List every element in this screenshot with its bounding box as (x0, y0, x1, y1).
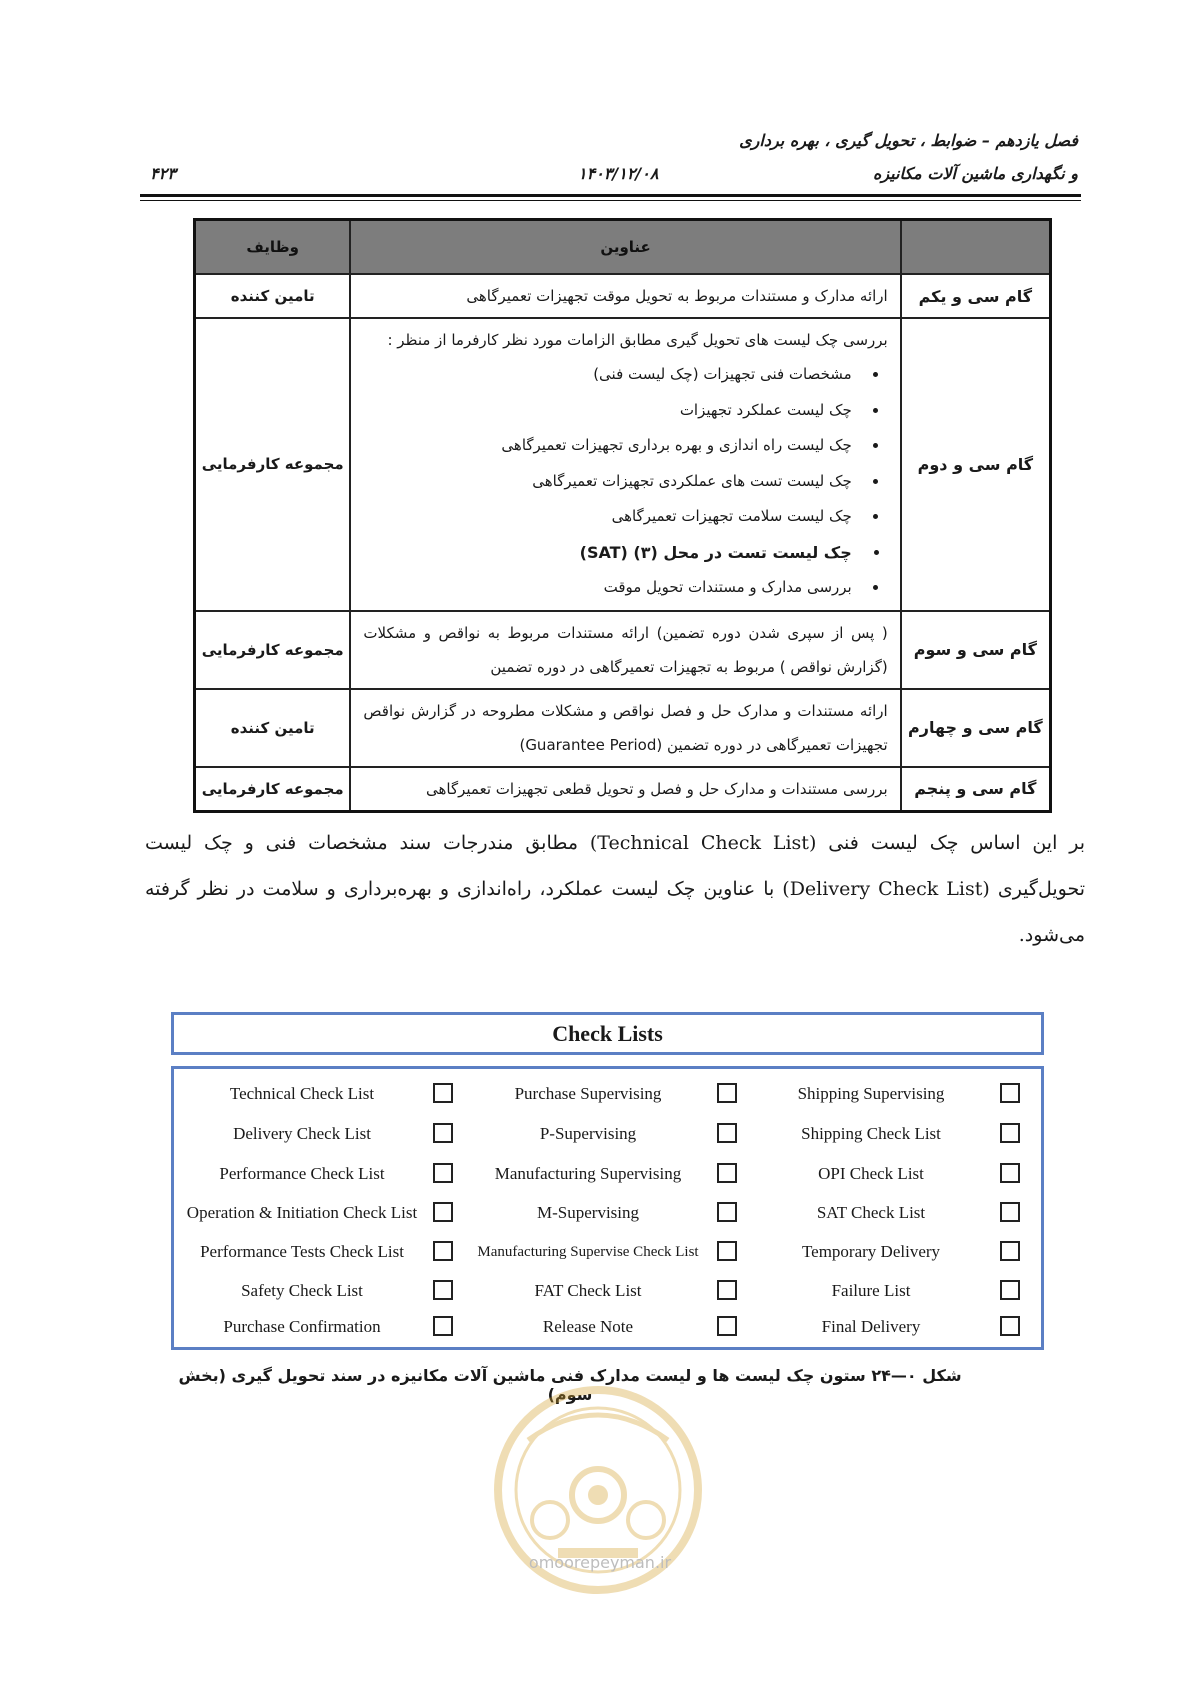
table-header-row (195, 220, 1051, 275)
step-desc: ارائه مستندات و مدارک حل و فصل نواقص و مشکلات مطروحه در گزارش نواقص تجهیزات تعمیرگاهی در دوره تضمین (Guarantee Period) (350, 689, 900, 767)
table-row (195, 274, 1051, 318)
checklist-row (174, 1310, 1041, 1344)
checklist-label: SAT Check List (816, 1203, 926, 1222)
step-role: تامین کننده (195, 689, 351, 767)
step-desc (350, 318, 900, 611)
checkbox[interactable] (1000, 1123, 1020, 1143)
list-item: • چک لیست تست های عملکردی تجهیزات تعمیرگاهی (363, 464, 861, 500)
chapter-subtitle: و نگهداری ماشین آلات مکانیزه (872, 164, 1078, 183)
checkbox[interactable] (717, 1083, 737, 1103)
step-name: گام سی و دوم (901, 318, 1051, 611)
checklist-label: Manufacturing Supervising (494, 1164, 682, 1183)
checklist-label: Safety Check List (241, 1281, 363, 1300)
checklist-label: Performance Check List (219, 1164, 385, 1183)
checkbox[interactable] (433, 1083, 453, 1103)
list-item: • چک لیست عملکرد تجهیزات (363, 393, 861, 429)
checklist-label: Purchase Confirmation (223, 1317, 381, 1336)
checklist-label: Purchase Supervising (514, 1084, 662, 1103)
table-row (195, 318, 1051, 611)
list-item: • چک لیست سلامت تجهیزات تعمیرگاهی (363, 499, 861, 535)
steps-table (193, 218, 1052, 813)
checklist-row (174, 1196, 1041, 1230)
checkbox[interactable] (1000, 1316, 1020, 1336)
chapter-title: فصل یازدهم – ضوابط ، تحویل گیری ، بهره برداری (739, 131, 1078, 150)
table-row (195, 689, 1051, 767)
checkbox[interactable] (717, 1202, 737, 1222)
step-name: گام سی و پنجم (901, 767, 1051, 812)
checklist-label: Manufacturing Supervise Check List (477, 1244, 699, 1260)
step-role: مجموعه کارفرمایی (195, 318, 351, 611)
checklist-row (174, 1077, 1041, 1111)
checkbox[interactable] (1000, 1241, 1020, 1261)
step-role: مجموعه کارفرمایی (195, 611, 351, 689)
checkbox[interactable] (433, 1123, 453, 1143)
checklist-label: Technical Check List (229, 1084, 375, 1103)
step-name: گام سی و چهارم (901, 689, 1051, 767)
checklist-label: Failure List (831, 1281, 911, 1300)
checkbox[interactable] (717, 1280, 737, 1300)
checkbox[interactable] (717, 1123, 737, 1143)
header-titles: عناوین (350, 220, 900, 275)
checklist-row (174, 1235, 1041, 1269)
list-item: • چک لیست تست در محل (۳) (SAT) (363, 535, 861, 571)
list-item: • بررسی مدارک و مستندات تحویل موقت (363, 570, 861, 606)
header-date: ۱۴۰۳/۱۲/۰۸ (578, 164, 659, 183)
checklist-label: OPI Check List (818, 1164, 924, 1183)
step-bullet-list (363, 357, 887, 606)
checklist-label: FAT Check List (534, 1281, 642, 1300)
checklist-label: Operation & Initiation Check List (186, 1203, 418, 1222)
checkbox[interactable] (1000, 1083, 1020, 1103)
list-item: • چک لیست راه اندازی و بهره برداری تجهیزات تعمیرگاهی (363, 428, 861, 464)
checklist-label: Shipping Check List (801, 1124, 941, 1143)
step-desc: بررسی مستندات و مدارک حل و فصل و تحویل قطعی تجهیزات تعمیرگاهی (350, 767, 900, 812)
step-intro: بررسی چک لیست های تحویل گیری مطابق الزامات مورد نظر کارفرما از منظر : (387, 331, 888, 349)
checklist-label: Final Delivery (821, 1317, 921, 1336)
header-roles: وظایف (195, 220, 351, 275)
checkbox[interactable] (717, 1241, 737, 1261)
checklists-title: Check Lists (171, 1012, 1044, 1055)
checkbox[interactable] (433, 1163, 453, 1183)
header-rule-thick (140, 194, 1081, 197)
step-desc: ارائه مدارک و مستندات مربوط به تحویل موقت تجهیزات تعمیرگاهی (350, 274, 900, 318)
checklist-row (174, 1117, 1041, 1151)
checklist-label: Temporary Delivery (801, 1242, 941, 1261)
body-paragraph: بر این اساس چک لیست فنی (Technical Check List) مطابق مندرجات سند مشخصات فنی و چک لیست تحویل‌گیری (Delivery Check List) با عناوین چک لیست عملکرد، راه‌اندازی و بهره‌برداری و سلامت در نظر گرفته می‌شود. (145, 832, 1086, 946)
step-name: گام سی و یکم (901, 274, 1051, 318)
header-rule-thin (140, 200, 1081, 201)
checklist-label: Performance Tests Check List (200, 1242, 404, 1261)
watermark-site: omoorepeyman.ir (528, 1553, 672, 1572)
checklist-row (174, 1157, 1041, 1191)
checkbox[interactable] (1000, 1202, 1020, 1222)
checklist-label: M-Supervising (537, 1203, 639, 1222)
checkbox[interactable] (1000, 1163, 1020, 1183)
checkbox[interactable] (1000, 1280, 1020, 1300)
checklist-label: Delivery Check List (233, 1124, 371, 1143)
checklist-row (174, 1274, 1041, 1308)
table-row (195, 611, 1051, 689)
step-role: تامین کننده (195, 274, 351, 318)
checkbox[interactable] (717, 1316, 737, 1336)
table-row (195, 767, 1051, 812)
checkbox[interactable] (717, 1163, 737, 1183)
figure-caption: شکل ۰—۲۴ ستون چک لیست ها و لیست مدارک فنی ماشین آلات مکانیزه در سند تحویل گیری (بخش سوم) (178, 1366, 962, 1404)
step-role: مجموعه کارفرمایی (195, 767, 351, 812)
checklist-label: Shipping Supervising (797, 1084, 945, 1103)
step-name: گام سی و سوم (901, 611, 1051, 689)
checkbox[interactable] (433, 1280, 453, 1300)
checkbox[interactable] (433, 1316, 453, 1336)
checklist-label: P-Supervising (539, 1124, 637, 1143)
checklist-label: Release Note (542, 1317, 634, 1336)
page-number: ۴۲۳ (150, 164, 176, 183)
list-item: • مشخصات فنی تجهیزات (چک لیست فنی) (363, 357, 861, 393)
checkbox[interactable] (433, 1202, 453, 1222)
checkbox[interactable] (433, 1241, 453, 1261)
step-desc: ( پس از سپری شدن دوره تضمین) ارائه مستندات مربوط به نواقص و مشکلات (گزارش نواقص ) مربوط به تجهیزات تعمیرگاهی در دوره تضمین (350, 611, 900, 689)
checklists-grid (171, 1066, 1044, 1350)
header-step-cell (901, 220, 1051, 275)
